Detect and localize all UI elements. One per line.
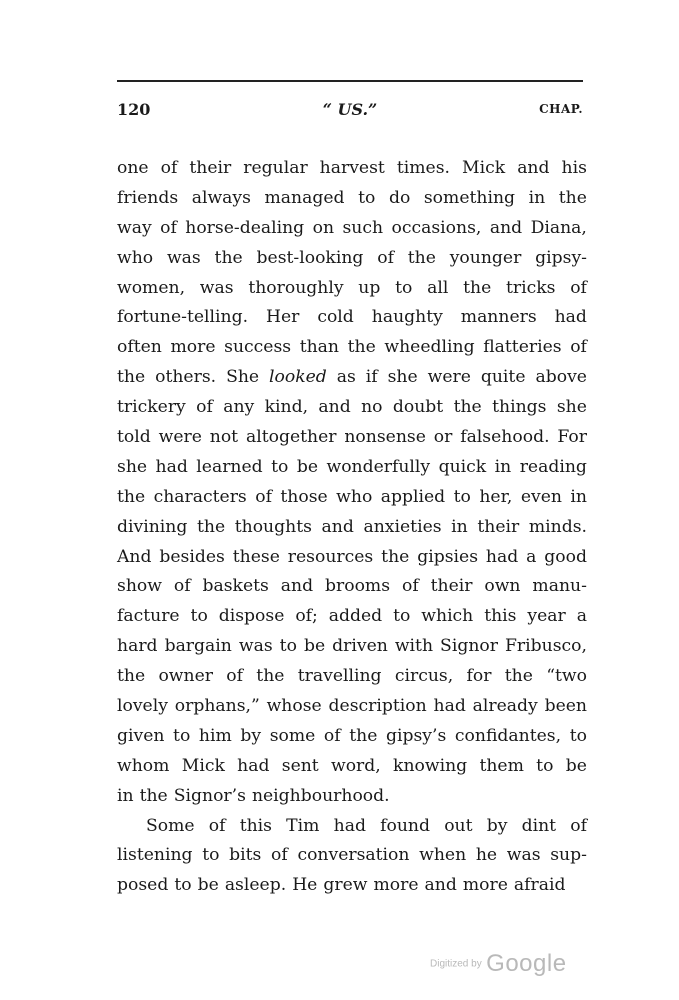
header-rule	[117, 80, 583, 82]
text-line: women, was thoroughly up to all the tricks of	[117, 277, 587, 298]
text-line: posed to be asleep. He grew more and more afraid	[117, 875, 566, 896]
page-header	[117, 100, 583, 124]
text-line: listening to bits of conversation when he was sup-	[117, 845, 587, 866]
text-line: way of horse-dealing on such occasions, and Diana,	[117, 217, 587, 238]
text-line: often more success than the wheedling flatteries of	[117, 337, 587, 358]
body-text	[117, 154, 587, 901]
text-line: fortune-telling. Her cold haughty manners had	[117, 307, 587, 328]
text-line: in the Signor’s neighbourhood.	[117, 785, 390, 806]
running-title: “ US.”	[322, 100, 378, 119]
text-line: divining the thoughts and anxieties in their minds.	[117, 516, 587, 537]
text-line: the characters of those who applied to her, even in	[117, 486, 587, 507]
text-line: the owner of the travelling circus, for the “two	[117, 666, 587, 687]
text-line: given to him by some of the gipsy’s confidantes, to	[117, 725, 587, 746]
text-line: facture to dispose of; added to which this year a	[117, 606, 587, 627]
text-line: And besides these resources the gipsies had a good	[117, 546, 587, 567]
text-line: who was the best-looking of the younger gipsy-	[117, 247, 587, 268]
digitized-by-google-watermark	[430, 950, 580, 980]
text-line: hard bargain was to be driven with Signor Fribusco,	[117, 636, 587, 657]
text-line: whom Mick had sent word, knowing them to be	[117, 755, 587, 776]
text-line: show of baskets and brooms of their own manu-	[117, 576, 587, 597]
text-line: lovely orphans,” whose description had already been	[117, 696, 587, 717]
text-line: trickery of any kind, and no doubt the things she	[117, 397, 587, 418]
digitized-by-label: Digitized by	[430, 958, 482, 970]
text-line: one of their regular harvest times. Mick and his	[117, 158, 587, 178]
text-line: she had learned to be wonderfully quick in reading	[117, 456, 587, 477]
chapter-label: CHAP.	[539, 102, 583, 116]
google-logo-text: Google	[486, 950, 567, 977]
text-line: friends always managed to do something in the	[117, 187, 587, 208]
page-number: 120	[117, 100, 151, 119]
text-line: told were not altogether nonsense or falsehood. For	[117, 427, 587, 448]
text-line: the others. She looked as if she were quite above	[117, 367, 587, 388]
text-line: Some of this Tim had found out by dint of	[146, 815, 587, 836]
